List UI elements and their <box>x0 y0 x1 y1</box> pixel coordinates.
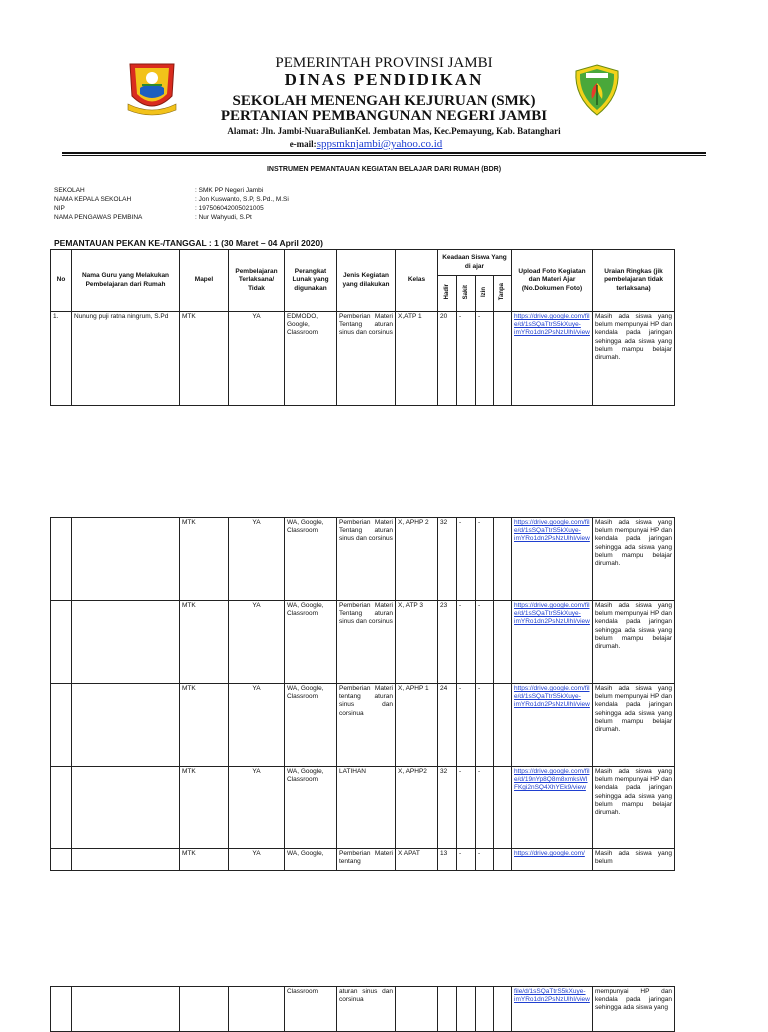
header-government: PEMERINTAH PROVINSI JAMBI <box>275 55 493 71</box>
header-activity: Jenis Kegiatan yang dilakukan <box>337 250 396 312</box>
cell-absent <box>494 684 512 767</box>
cell-no <box>51 987 72 1032</box>
header-present <box>438 276 457 312</box>
cell-permission: - <box>476 684 494 767</box>
cell-implemented: YA <box>229 849 285 871</box>
header-school-name: PERTANIAN PEMBANGUNAN NEGERI JAMBI <box>220 108 548 124</box>
cell-subject <box>180 987 229 1032</box>
cell-summary: mempunyai HP dan kendala pada jaringan sehingga ada siswa yang <box>593 987 675 1032</box>
cell-permission: - <box>476 767 494 849</box>
info-value: : Jon Kuswanto, S.P, S.Pd., M.Si <box>195 196 289 203</box>
table-row <box>51 684 675 767</box>
cell-teacher <box>72 601 180 684</box>
header-software: Perangkat Lunak yang digunakan <box>285 250 337 312</box>
header-school-type: SEKOLAH MENENGAH KEJURUAN (SMK) <box>232 93 536 109</box>
cell-sick: - <box>457 518 476 601</box>
cell-present: 32 <box>438 518 457 601</box>
cell-class: X, APHP 1 <box>396 684 438 767</box>
cell-upload <box>512 312 593 406</box>
cell-summary: Masih ada siswa yang belum mempunyai HP dan kendala pada jaringan sehingga ada siswa yang belum mampu belajar dirumah. <box>593 518 675 601</box>
header-sick-label: Sakit <box>462 284 469 300</box>
upload-link[interactable]: https://drive.google.com/file/d/19nYp8Q8m8xmksWIFKgi2nSQ4XhYEk9/view <box>514 768 590 792</box>
cell-present: 24 <box>438 684 457 767</box>
cell-no <box>51 601 72 684</box>
cell-class: X, APHP2 <box>396 767 438 849</box>
cell-activity: Pemberian Materi Tentang aturan sinus dan corsinus <box>337 601 396 684</box>
cell-upload <box>512 849 593 871</box>
cell-summary: Masih ada siswa yang belum mempunyai HP dan kendala pada jaringan sehingga ada siswa yang belum mampu belajar dirumah. <box>593 684 675 767</box>
cell-software: WA, Google, Classroom <box>285 684 337 767</box>
cell-class: X, ATP 3 <box>396 601 438 684</box>
cell-implemented: YA <box>229 684 285 767</box>
header-implemented: Pembelajaran Terlaksana/ Tidak <box>229 250 285 312</box>
cell-present: 23 <box>438 601 457 684</box>
header-class: Kelas <box>396 250 438 312</box>
cell-present: 20 <box>438 312 457 406</box>
table-row <box>51 312 675 406</box>
upload-link[interactable]: https://drive.google.com/file/d/1sSQaTtrS5kXuye-imYRo1dn2PsNzUlhI/view <box>514 602 590 626</box>
header-teacher: Nama Guru yang Melakukan Pembelajaran dari Rumah <box>72 250 180 312</box>
monitoring-table <box>50 249 675 406</box>
upload-link[interactable]: file/d/1sSQaTtrS5kXuye-imYRo1dn2PsNzUlhI/view <box>514 988 590 1004</box>
cell-present: 13 <box>438 849 457 871</box>
cell-activity: LATIHAN <box>337 767 396 849</box>
email-link[interactable]: sppsmknjambi@yahoo.co.id <box>316 138 443 150</box>
cell-absent <box>494 312 512 406</box>
email-label: e-mail: <box>289 139 317 149</box>
header-permission <box>476 276 494 312</box>
header-subject: Mapel <box>180 250 229 312</box>
cell-permission <box>476 987 494 1032</box>
table-row <box>51 518 675 601</box>
cell-implemented: YA <box>229 518 285 601</box>
header-divider <box>62 152 706 154</box>
upload-link[interactable]: https://drive.google.com/file/d/1sSQaTtrS5kXuye-imYRo1dn2PsNzUlhI/view <box>514 313 590 337</box>
cell-class <box>396 987 438 1032</box>
cell-sick: - <box>457 849 476 871</box>
table-row <box>51 601 675 684</box>
info-value: : 197506042005021005 <box>195 205 264 212</box>
cell-sick: - <box>457 601 476 684</box>
cell-permission: - <box>476 312 494 406</box>
info-key: SEKOLAH <box>54 187 85 194</box>
cell-present: 32 <box>438 767 457 849</box>
cell-subject: MTK <box>180 849 229 871</box>
cell-absent <box>494 849 512 871</box>
header-student-status: Keadaan Siswa Yang di ajar <box>438 250 512 276</box>
cell-subject: MTK <box>180 518 229 601</box>
cell-software: EDMODO, Google, Classroom <box>285 312 337 406</box>
cell-teacher <box>72 684 180 767</box>
cell-no <box>51 684 72 767</box>
cell-teacher: Nunung puji ratna ningrum, S.Pd <box>72 312 180 406</box>
cell-upload <box>512 987 593 1032</box>
info-key: NAMA PENGAWAS PEMBINA <box>54 214 143 221</box>
cell-software: WA, Google, Classroom <box>285 601 337 684</box>
cell-implemented: YA <box>229 767 285 849</box>
cell-upload <box>512 684 593 767</box>
cell-activity: Pemberian Materi tentang aturan sinus dan corsinua <box>337 684 396 767</box>
cell-sick: - <box>457 684 476 767</box>
table-row <box>51 987 675 1032</box>
header-divider-thin <box>62 155 706 156</box>
cell-no <box>51 767 72 849</box>
table-row <box>51 849 675 871</box>
cell-class: X, APHP 2 <box>396 518 438 601</box>
header-present-label: Hadir <box>443 284 450 300</box>
cell-absent <box>494 601 512 684</box>
cell-summary: Masih ada siswa yang belum mempunyai HP dan kendala pada jaringan sehingga ada siswa yang belum mampu belajar dirumah. <box>593 312 675 406</box>
table-header-row <box>51 250 675 276</box>
cell-summary: Masih ada siswa yang belum <box>593 849 675 871</box>
monitoring-table-continued <box>50 517 675 871</box>
header-absent-label: Tanpa <box>499 283 506 301</box>
cell-absent <box>494 518 512 601</box>
cell-subject: MTK <box>180 312 229 406</box>
cell-permission: - <box>476 849 494 871</box>
cell-sick <box>457 987 476 1032</box>
header-department: DINAS PENDIDIKAN <box>284 70 484 89</box>
upload-link[interactable]: https://drive.google.com/file/d/1sSQaTtrS5kXuye-imYRo1dn2PsNzUlhI/view <box>514 685 590 709</box>
header-summary: Uraian Ringkas (jik pembelajaran tidak terlaksana) <box>593 250 675 312</box>
info-value: : Nur Wahyudi, S.Pt <box>195 214 252 221</box>
cell-activity: Pemberian Materi Tentang aturan sinus dan corsinus <box>337 312 396 406</box>
letterhead <box>0 0 768 160</box>
table-row <box>51 767 675 849</box>
header-upload: Upload Foto Kegiatan dan Materi Ajar (No.Dokumen Foto) <box>512 250 593 312</box>
cell-teacher <box>72 849 180 871</box>
monitoring-period: PEMANTAUAN PEKAN KE-/TANGGAL : 1 (30 Maret – 04 April 2020) <box>54 238 323 248</box>
document-title: INSTRUMEN PEMANTAUAN KEGIATAN BELAJAR DARI RUMAH (BDR) <box>266 166 502 173</box>
monitoring-table-next-page <box>50 986 675 1032</box>
cell-sick: - <box>457 312 476 406</box>
info-key: NAMA KEPALA SEKOLAH <box>54 196 132 203</box>
cell-no <box>51 518 72 601</box>
upload-link[interactable]: https://drive.google.com/ <box>514 850 585 857</box>
upload-link[interactable]: https://drive.google.com/file/d/1sSQaTtrS5kXuye-imYRo1dn2PsNzUlhI/view <box>514 519 590 543</box>
header-sick <box>457 276 476 312</box>
cell-subject: MTK <box>180 767 229 849</box>
info-value: : SMK PP Negeri Jambi <box>195 187 264 194</box>
cell-upload <box>512 601 593 684</box>
cell-upload <box>512 767 593 849</box>
cell-subject: MTK <box>180 684 229 767</box>
cell-present <box>438 987 457 1032</box>
cell-activity: Pemberian Materi Tentang aturan sinus dan corsinus <box>337 518 396 601</box>
cell-sick: - <box>457 767 476 849</box>
header-permission-label: Izin <box>481 286 488 297</box>
cell-summary: Masih ada siswa yang belum mempunyai HP dan kendala pada jaringan sehingga ada siswa yang belum mampu belajar dirumah. <box>593 767 675 849</box>
info-key: NIP <box>54 205 65 212</box>
cell-absent <box>494 767 512 849</box>
cell-permission: - <box>476 518 494 601</box>
cell-implemented: YA <box>229 601 285 684</box>
header-no: No <box>51 250 72 312</box>
cell-class: X APAT <box>396 849 438 871</box>
cell-summary: Masih ada siswa yang belum mempunyai HP dan kendala pada jaringan sehingga ada siswa yang belum mampu belajar dirumah. <box>593 601 675 684</box>
cell-software: Classroom <box>285 987 337 1032</box>
cell-teacher <box>72 767 180 849</box>
cell-teacher <box>72 987 180 1032</box>
cell-absent <box>494 987 512 1032</box>
cell-activity: aturan sinus dan corsinua <box>337 987 396 1032</box>
cell-no: 1. <box>51 312 72 406</box>
cell-activity: Pemberian Materi tentang <box>337 849 396 871</box>
cell-no <box>51 849 72 871</box>
cell-implemented <box>229 987 285 1032</box>
header-absent <box>494 276 512 312</box>
cell-software: WA, Google, Classroom <box>285 767 337 849</box>
cell-upload <box>512 518 593 601</box>
cell-software: WA, Google, Classroom <box>285 518 337 601</box>
cell-software: WA, Google, <box>285 849 337 871</box>
header-address: Alamat: Jln. Jambi-NuaraBulianKel. Jembatan Mas, Kec.Pemayung, Kab. Batanghari <box>227 126 561 136</box>
cell-teacher <box>72 518 180 601</box>
cell-implemented: YA <box>229 312 285 406</box>
cell-class: X,ATP 1 <box>396 312 438 406</box>
cell-permission: - <box>476 601 494 684</box>
header-email <box>0 138 750 150</box>
cell-subject: MTK <box>180 601 229 684</box>
